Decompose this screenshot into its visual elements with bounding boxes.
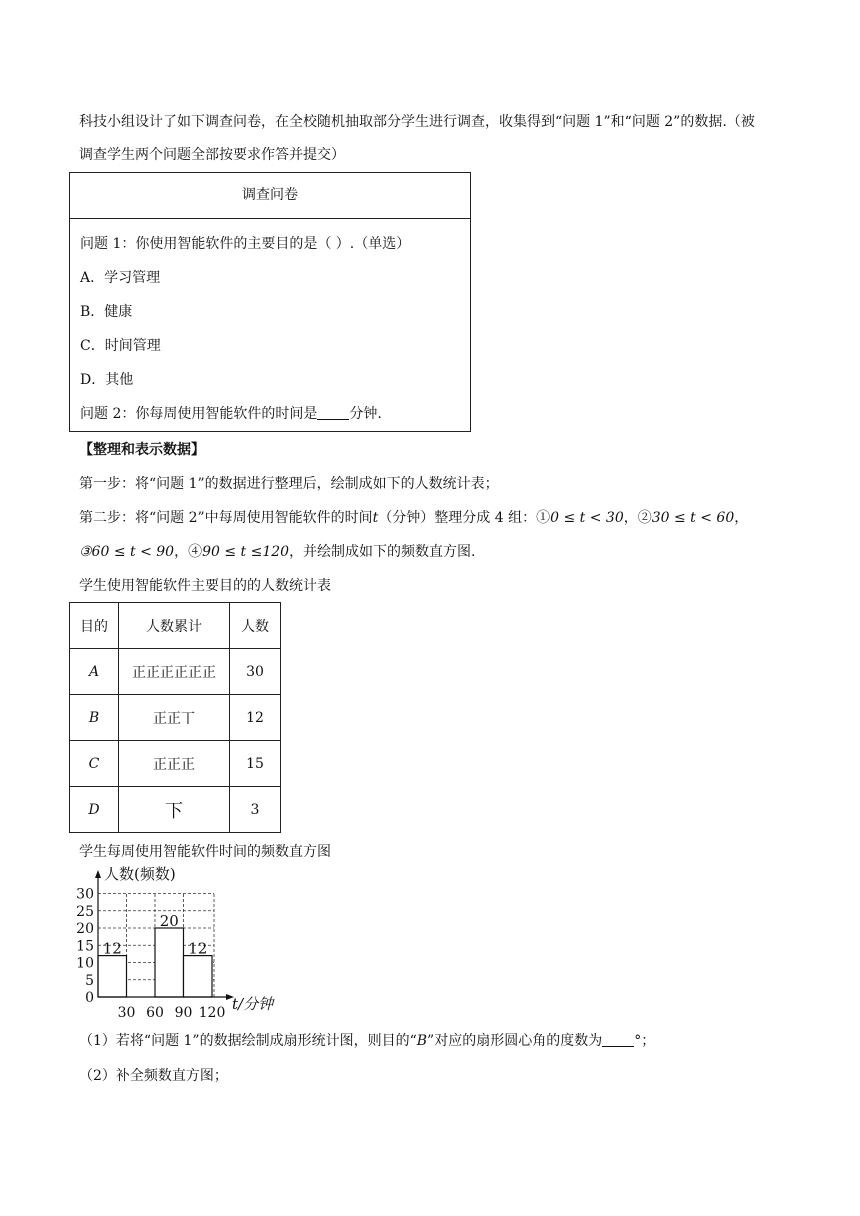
group-4: 90 ≤ t ≤120 xyxy=(202,544,290,560)
x-tick-label: 120 xyxy=(198,1005,226,1021)
x-tick-label: 90 xyxy=(174,1005,193,1021)
survey-box xyxy=(69,172,471,432)
group-2: 30 ≤ t < 60 xyxy=(651,510,735,526)
count-cell: 3 xyxy=(230,787,281,833)
bar-value-label: 12 xyxy=(188,939,208,958)
survey-question-2 xyxy=(80,403,382,423)
table-row xyxy=(70,787,281,833)
y-tick-label: 0 xyxy=(85,990,94,1006)
count-table xyxy=(69,602,281,833)
answer-blank xyxy=(317,405,349,420)
count-cell: 30 xyxy=(230,649,281,695)
header-purpose: 目的 xyxy=(70,603,119,649)
purpose-cell: B xyxy=(70,695,119,741)
count-cell: 12 xyxy=(230,695,281,741)
table-caption: 学生使用智能软件主要目的的人数统计表 xyxy=(79,578,331,594)
histogram-bar xyxy=(184,956,213,997)
step2b-end: ，并绘制成如下的频数直方图. xyxy=(289,544,476,560)
tally-cell: 正正正正正正 xyxy=(119,649,230,695)
question-2: （2）补全频数直方图； xyxy=(79,1068,228,1084)
section-title: 【整理和表示数据】 xyxy=(79,442,205,458)
intro-line-1: 科技小组设计了如下调查问卷，在全校随机抽取部分学生进行调查，收集得到“问题 1”和“问题 2”的数据.（被 xyxy=(79,114,755,130)
step2-sep: ，② xyxy=(623,510,652,526)
table-row xyxy=(70,649,281,695)
survey-option-d: D．其他 xyxy=(80,372,134,388)
y-tick-label: 30 xyxy=(76,886,94,903)
purpose-cell: D xyxy=(70,787,119,833)
step2-end: ， xyxy=(734,510,749,526)
x-tick-label: 30 xyxy=(117,1005,136,1021)
tally-cell: 正正正 xyxy=(119,741,230,787)
intro-line-2: 调查学生两个问题全部按要求作答并提交） xyxy=(79,147,345,163)
y-tick-label: 15 xyxy=(76,938,94,955)
survey-option-a: A．学习管理 xyxy=(80,270,161,286)
step2-mid: （分钟）整理分成 4 组：① xyxy=(378,510,551,526)
y-tick-label: 5 xyxy=(85,972,94,989)
y-tick-label: 25 xyxy=(76,903,94,920)
step2-prefix: 第二步：将“问题 2”中每周使用智能软件的时间 xyxy=(79,510,373,526)
step-1: 第一步：将“问题 1”的数据进行整理后，绘制成如下的人数统计表； xyxy=(79,476,499,492)
q1-prefix: （1）若将“问题 1”的数据绘制成扇形统计图，则目的“ xyxy=(79,1033,417,1049)
histogram-bar xyxy=(155,928,184,997)
survey-q2-suffix: 分钟. xyxy=(349,406,382,422)
group-3: ③60 ≤ t < 90 xyxy=(79,544,175,560)
table-row xyxy=(70,741,281,787)
table-header-row xyxy=(70,603,281,649)
y-axis-label: 人数(频数) xyxy=(104,865,176,883)
survey-title: 调查问卷 xyxy=(70,173,470,219)
header-count: 人数 xyxy=(230,603,281,649)
survey-option-c: C．时间管理 xyxy=(80,338,161,354)
step-2-line-1 xyxy=(79,508,748,528)
purpose-cell: C xyxy=(70,741,119,787)
survey-option-b: B．健康 xyxy=(80,304,133,320)
tally-cell: 下 xyxy=(119,787,230,833)
chart-caption: 学生每周使用智能软件时间的频数直方图 xyxy=(79,844,331,860)
question-1 xyxy=(79,1031,655,1051)
q1-var: B xyxy=(416,1033,428,1049)
survey-q2-prefix: 问题 2：你每周使用智能软件的时间是 xyxy=(80,406,318,422)
header-tally: 人数累计 xyxy=(119,603,230,649)
x-tick-label: 60 xyxy=(146,1005,164,1021)
step2-var: t xyxy=(372,510,379,526)
q1-end: °； xyxy=(634,1033,656,1049)
purpose-cell: A xyxy=(70,649,119,695)
q1-suffix: ”对应的扇形圆心角的度数为 xyxy=(427,1033,603,1049)
y-tick-label: 10 xyxy=(76,955,94,972)
group-1: 0 ≤ t < 30 xyxy=(550,510,624,526)
y-axis-arrow xyxy=(95,870,101,878)
histogram-bar xyxy=(98,956,127,997)
count-cell: 15 xyxy=(230,741,281,787)
step-2-line-2 xyxy=(79,542,476,562)
bar-value-label: 20 xyxy=(159,912,179,930)
bar-value-label: 12 xyxy=(102,939,122,958)
y-tick-label: 20 xyxy=(76,921,94,937)
tally-cell: 正正丅 xyxy=(119,695,230,741)
answer-blank xyxy=(602,1032,634,1047)
survey-question-1: 问题 1：你使用智能软件的主要目的是（ ）.（单选） xyxy=(80,236,411,252)
step2b-sep: ，④ xyxy=(174,544,203,560)
table-row xyxy=(70,695,281,741)
histogram-chart xyxy=(60,864,320,1024)
x-axis-label: t/分钟 xyxy=(232,995,274,1013)
